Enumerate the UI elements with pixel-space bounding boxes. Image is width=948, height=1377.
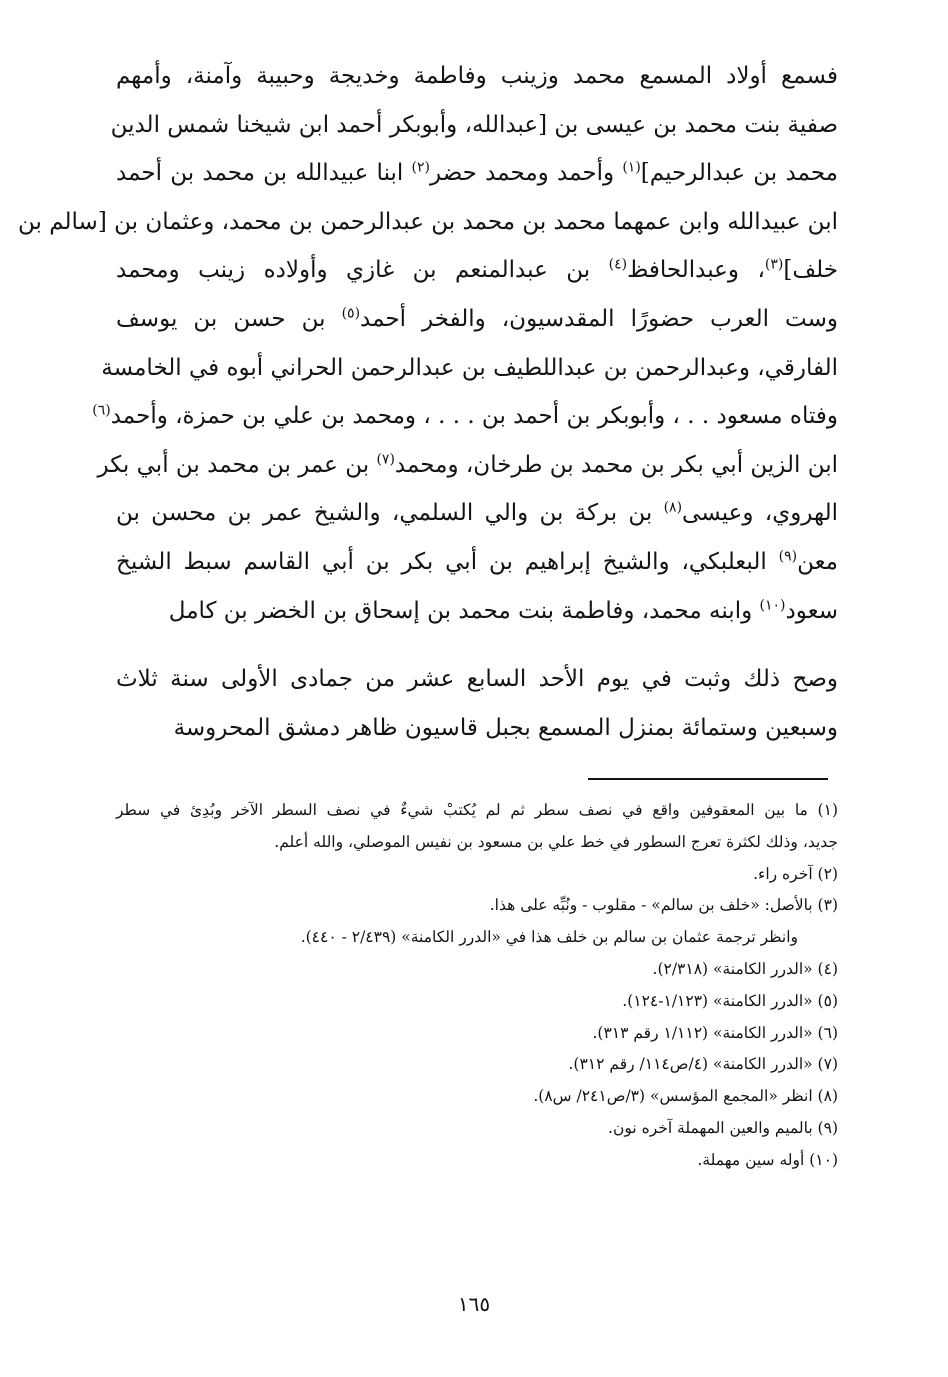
footnote-ref: (٧) (376, 451, 395, 468)
footnote-line: وانظر ترجمة عثمان بن سالم بن خلف هذا في «الدرر الكامنة» (٢/٤٣٩ - ٤٤٠). (300, 928, 798, 947)
text-line: وفتاه مسعود . . ، وأبوبكر بن أحمد بن . . . ، ومحمد بن علي بن حمزة، وأحمد$^{(٦)}$ (92, 402, 838, 430)
footnote-line: (١) ما بين المعقوفين واقع في نصف سطر ثم لم يُكتبْ شيءٌ في نصف السطر الآخر وبُدِئ في سطر (116, 801, 838, 819)
footnote-ref: (٥) (341, 305, 361, 322)
text-line: فسمع أولاد المسمع محمد وزينب وفاطمة وخديجة وحبيبة وآمنة، وأمهم (116, 63, 838, 89)
text-line: محمد بن عبدالرحيم]$^{(١)}$ وأحمد ومحمد حضر$^{(٢)}$ ابنا عبيدالله بن محمد بن أحمد (116, 159, 838, 187)
footnote-line: (١٠) أوله سين مهملة. (697, 1150, 838, 1169)
footnote-ref: (١٠) (759, 596, 786, 613)
footnote-line: (٥) «الدرر الكامنة» (١/١٢٣-١٢٤). (622, 991, 838, 1010)
footnote-line: (٤) «الدرر الكامنة» (٢/٣١٨). (652, 959, 838, 978)
footnote-ref: (١) (622, 159, 641, 176)
footnote-ref: (٢) (411, 159, 431, 176)
main-text (18, 52, 838, 752)
footnote-line: (٧) «الدرر الكامنة» (٤/ص١١٤/ رقم ٣١٢). (568, 1055, 838, 1074)
text-line: الفارقي، وعبدالرحمن بن عبداللطيف بن عبدالرحمن الحراني أبوه في الخامسة (101, 354, 838, 381)
paragraph-gap (116, 635, 838, 655)
footnote-ref: (٦) (92, 402, 111, 419)
footnote-line: (٨) انظر «المجمع المؤسس» (٣/ص٢٤١/ س٨). (533, 1087, 838, 1106)
footnote-line: (٢) آخره راء. (753, 864, 838, 883)
text-line: الهروي، وعيسى$^{(٨)}$ بن بركة بن والي السلمي، والشيخ عمر بن محسن بن (116, 499, 838, 527)
footnote-line: (٣) بالأصل: «خلف بن سالم» - مقلوب - ونُبِّه على هذا. (489, 896, 838, 915)
footnote-ref: (٤) (608, 256, 628, 273)
footnote-ref: (٩) (778, 548, 798, 565)
footnote-ref: (٨) (663, 499, 683, 516)
text-line: معن$^{(٩)}$ البعلبكي، والشيخ إبراهيم بن أبي بكر بن أبي القاسم سبط الشيخ (116, 548, 838, 575)
text-line: وست العرب حضورًا المقدسيون، والفخر أحمد$^{(٥)}$ بن حسن بن يوسف (116, 305, 838, 332)
text-line: سعود$^{(١٠)}$ وابنه محمد، وفاطمة بنت محمد بن إسحاق بن الخضر بن كامل (168, 596, 838, 624)
page-number: ١٦٥ (457, 1292, 491, 1316)
footnote-line: (٩) بالميم والعين المهملة آخره نون. (608, 1118, 838, 1137)
text-line: خلف]$^{(٣)}$، وعبدالحافظ$^{(٤)}$ بن عبدالمنعم بن غازي وأولاده زينب ومحمد (116, 256, 838, 284)
footnote-line: (٦) «الدرر الكامنة» (١/١١٢ رقم ٣١٣). (592, 1023, 838, 1042)
footnote-separator (588, 778, 828, 780)
text-line: ابن الزين أبي بكر بن محمد بن طرخان، ومحمد$^{(٧)}$ بن عمر بن محمد بن أبي بكر (97, 451, 838, 478)
footnotes (116, 795, 838, 1177)
text-line: ابن عبيدالله وابن عمهما محمد بن محمد بن عبدالرحمن بن محمد، وعثمان بن [سالم بن (18, 208, 838, 235)
text-line: وسبعين وستمائة بمنزل المسمع بجبل قاسيون ظاهر دمشق المحروسة (173, 714, 838, 741)
text-line: وصح ذلك وثبت في يوم الأحد السابع عشر من جمادى الأولى سنة ثلاث (116, 666, 838, 693)
footnote-line: جديد، وذلك لكثرة تعرج السطور في خط علي بن مسعود بن نفيس الموصلي، والله أعلم. (274, 832, 838, 851)
text-line: صفية بنت محمد بن عيسى بن [عبدالله، وأبوبكر أحمد ابن شيخنا شمس الدين (110, 111, 838, 138)
footnote-ref: (٣) (764, 256, 784, 273)
